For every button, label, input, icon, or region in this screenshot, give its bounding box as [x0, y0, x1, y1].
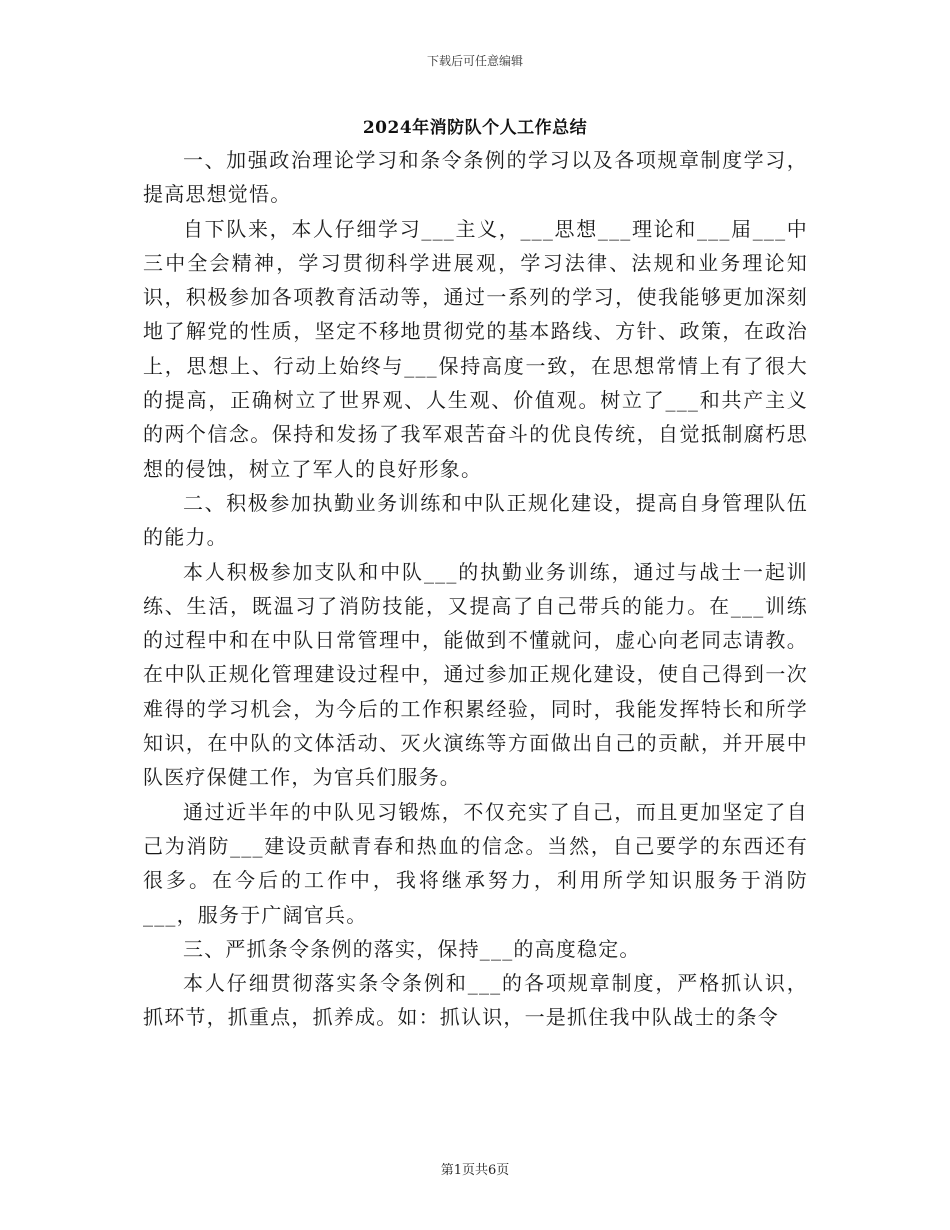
paragraph: 本人积极参加支队和中队___的执勤业务训练，通过与战士一起训练、生活，既温习了消防技能，又提高了自己带兵的能力。在___训练的过程中和在中队日常管理中，能做到不懂就问，虚心向老同志请教。在中队正规化管理建设过程中，通过参加正规化建设，使自己得到一次难得的学习机会，为今后的工作积累经验，同时，我能发挥特长和所学知识，在中队的文体活动、灭火演练等方面做出自己的贡献，并开展中队医疗保健工作，为官兵们服务。: [143, 559, 808, 790]
header-note: 下载后可任意编辑: [426, 54, 523, 68]
paragraph-heading-3: 三、严抓条令条例的落实，保持___的高度稳定。: [183, 936, 641, 961]
page-number: 第1页共6页: [440, 1163, 510, 1178]
paragraph-heading-1: 一、加强政治理论学习和条令条例的学习以及各项规章制度学习，提高思想觉悟。: [143, 148, 808, 207]
document-title: 2024年消防队个人工作总结: [362, 118, 588, 138]
paragraph: 自下队来，本人仔细学习___主义，___思想___理论和___届___中三中全会精神，学习贯彻科学进展观，学习法律、法规和业务理论知识，积极参加各项教育活动等，通过一系列的学习，使我能够更加深刻地了解党的性质，坚定不移地贯彻党的基本路线、方针、政策，在政治上，思想上、行动上始终与___保持高度一致，在思想常情上有了很大的提高，正确树立了世界观、人生观、价值观。树立了___和共产主义的两个信念。保持和发扬了我军艰苦奋斗的优良传统，自觉抵制腐朽思想的侵蚀，树立了军人的良好形象。: [143, 216, 808, 481]
paragraph: 本人仔细贯彻落实条令条例和___的各项规章制度，严格抓认识，抓环节，抓重点，抓养成。如：抓认识，一是抓住我中队战士的条令: [143, 971, 808, 1030]
paragraph: 通过近半年的中队见习锻炼，不仅充实了自己，而且更加坚定了自己为消防___建设贡献青春和热血的信念。当然，自己要学的东西还有很多。在今后的工作中，我将继承努力，利用所学知识服务于消防___，服务于广阔官兵。: [143, 799, 808, 927]
document-body: [143, 143, 808, 1035]
paragraph-heading-2: 二、积极参加执勤业务训练和中队正规化建设，提高自身管理队伍的能力。: [143, 490, 808, 550]
